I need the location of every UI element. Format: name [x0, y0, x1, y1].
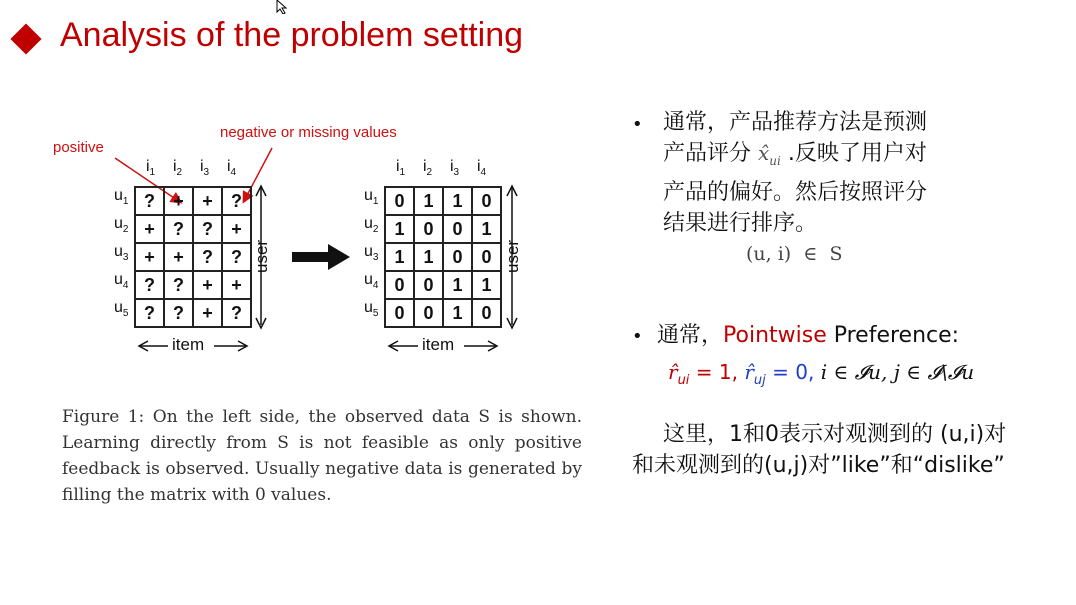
matrix-cell: + — [193, 299, 222, 327]
matrix-cell: 0 — [472, 299, 501, 327]
matrix-cell: 1 — [472, 271, 501, 299]
row-label: $u_5$ — [364, 299, 379, 320]
bullet-dot-icon: • — [632, 114, 643, 135]
matrix-cell: 0 — [443, 215, 472, 243]
note-text — [632, 419, 1072, 481]
matrix-cell: + — [193, 187, 222, 215]
matrix-cell: 0 — [414, 299, 443, 327]
slide-title: Analysis of the problem setting — [60, 16, 524, 54]
matrix-cell: ? — [193, 215, 222, 243]
col-label: $i_4$ — [226, 158, 237, 179]
observed-matrix — [134, 186, 252, 328]
bullet-dot-icon: • — [632, 326, 643, 347]
bullet1-line1: 通常，产品推荐方法是预测 — [663, 110, 928, 135]
matrix-row — [385, 299, 501, 327]
matrix-cell: 1 — [385, 243, 414, 271]
bullet2-text: 通常，Pointwise Preference: — [657, 323, 960, 348]
matrix-cell: ? — [135, 187, 164, 215]
col-label: $i_1$ — [395, 158, 406, 179]
row-label: $u_3$ — [114, 243, 129, 264]
row-label: $u_2$ — [114, 215, 129, 236]
matrix-row — [385, 187, 501, 215]
matrix-cell: ? — [164, 271, 193, 299]
bullet1-text — [663, 107, 1063, 239]
matrix-cell: + — [135, 243, 164, 271]
matrix-cell: 1 — [443, 187, 472, 215]
x-hat-ui: $x̂_{ui}$ — [758, 141, 781, 168]
left-row-labels — [114, 188, 128, 328]
row-label: $u_4$ — [114, 271, 129, 292]
row-label: $u_2$ — [364, 215, 379, 236]
matrix-cell: + — [135, 215, 164, 243]
axis-item-right: item — [422, 335, 455, 354]
formula-u-i-in-s: (u, i) ∈ S — [746, 243, 843, 265]
matrix-cell: 1 — [414, 187, 443, 215]
matrix-cell: 0 — [385, 299, 414, 327]
matrix-cell: ? — [222, 299, 251, 327]
matrix-cell: 0 — [472, 243, 501, 271]
axis-item-left: item — [172, 335, 205, 354]
matrix-cell: ? — [193, 243, 222, 271]
bullet1-line3: 产品的偏好。然后按照评分 — [663, 180, 928, 205]
bullet1-line4: 结果进行排序。 — [663, 211, 818, 236]
matrix-cell: + — [222, 271, 251, 299]
matrix-cell: 0 — [414, 215, 443, 243]
note-line2: 和未观测到的(u,j)对”like”和“dislike” — [632, 453, 1005, 478]
matrix-cell: ? — [222, 187, 251, 215]
matrix-row — [135, 243, 251, 271]
row-label: $u_1$ — [114, 187, 129, 208]
matrix-cell: 1 — [443, 299, 472, 327]
matrix-cell: + — [164, 187, 193, 215]
filled-matrix — [384, 186, 502, 328]
row-label: $u_5$ — [114, 299, 129, 320]
matrix-cell: 0 — [414, 271, 443, 299]
matrix-row — [385, 271, 501, 299]
matrix-cell: + — [193, 271, 222, 299]
row-label: $u_3$ — [364, 243, 379, 264]
col-label: $i_2$ — [422, 158, 433, 179]
matrix-cell: 0 — [385, 187, 414, 215]
matrix-cell: + — [222, 215, 251, 243]
col-label: $i_3$ — [449, 158, 460, 179]
matrix-row — [135, 215, 251, 243]
right-col-labels — [387, 158, 495, 178]
matrix-cell: 0 — [443, 243, 472, 271]
note-line1: 这里，1和0表示对观测到的 (u,i)对 — [663, 422, 1007, 447]
figure — [0, 0, 600, 520]
row-label: $u_1$ — [364, 187, 379, 208]
matrix-cell: ? — [164, 299, 193, 327]
matrix-cell: 1 — [385, 215, 414, 243]
matrix-cell: 1 — [472, 215, 501, 243]
col-label: $i_3$ — [199, 158, 210, 179]
matrix-cell: ? — [164, 215, 193, 243]
matrix-cell: ? — [135, 299, 164, 327]
right-row-labels — [364, 188, 378, 328]
axis-user-left: user — [252, 239, 271, 273]
bullet1-line2: 产品评分 $x̂_{ui}$ .反映了用户对 — [663, 141, 927, 168]
figure-caption: Figure 1: On the left side, the observed data S is shown. Learning directly from S is not feasible as only positive feedback is observed. Usually negative data is generated by filling the matrix with 0 values. — [62, 407, 582, 505]
axis-user-right: user — [503, 239, 522, 273]
matrix-cell: ? — [135, 271, 164, 299]
col-label: $i_2$ — [172, 158, 183, 179]
matrix-cell: ? — [222, 243, 251, 271]
matrix-cell: 1 — [443, 271, 472, 299]
row-label: $u_4$ — [364, 271, 379, 292]
matrix-row — [135, 299, 251, 327]
left-col-labels — [137, 158, 245, 178]
matrix-row — [135, 271, 251, 299]
matrix-row — [385, 215, 501, 243]
col-label: $i_4$ — [476, 158, 487, 179]
matrix-cell: 1 — [414, 243, 443, 271]
matrix-cell: + — [164, 243, 193, 271]
matrix-row — [385, 243, 501, 271]
matrix-cell: 0 — [385, 271, 414, 299]
col-label: $i_1$ — [145, 158, 156, 179]
annotation-negative: negative or missing values — [220, 124, 397, 141]
pointwise-formula: $r̂_{ui} = 1$, $r̂_{uj} = 0$, i ∈ 𝓘u, j ∈ 𝓘\𝓘u — [668, 360, 975, 388]
matrix-row — [135, 187, 251, 215]
matrix-cell: 0 — [472, 187, 501, 215]
annotation-positive: positive — [53, 139, 104, 156]
